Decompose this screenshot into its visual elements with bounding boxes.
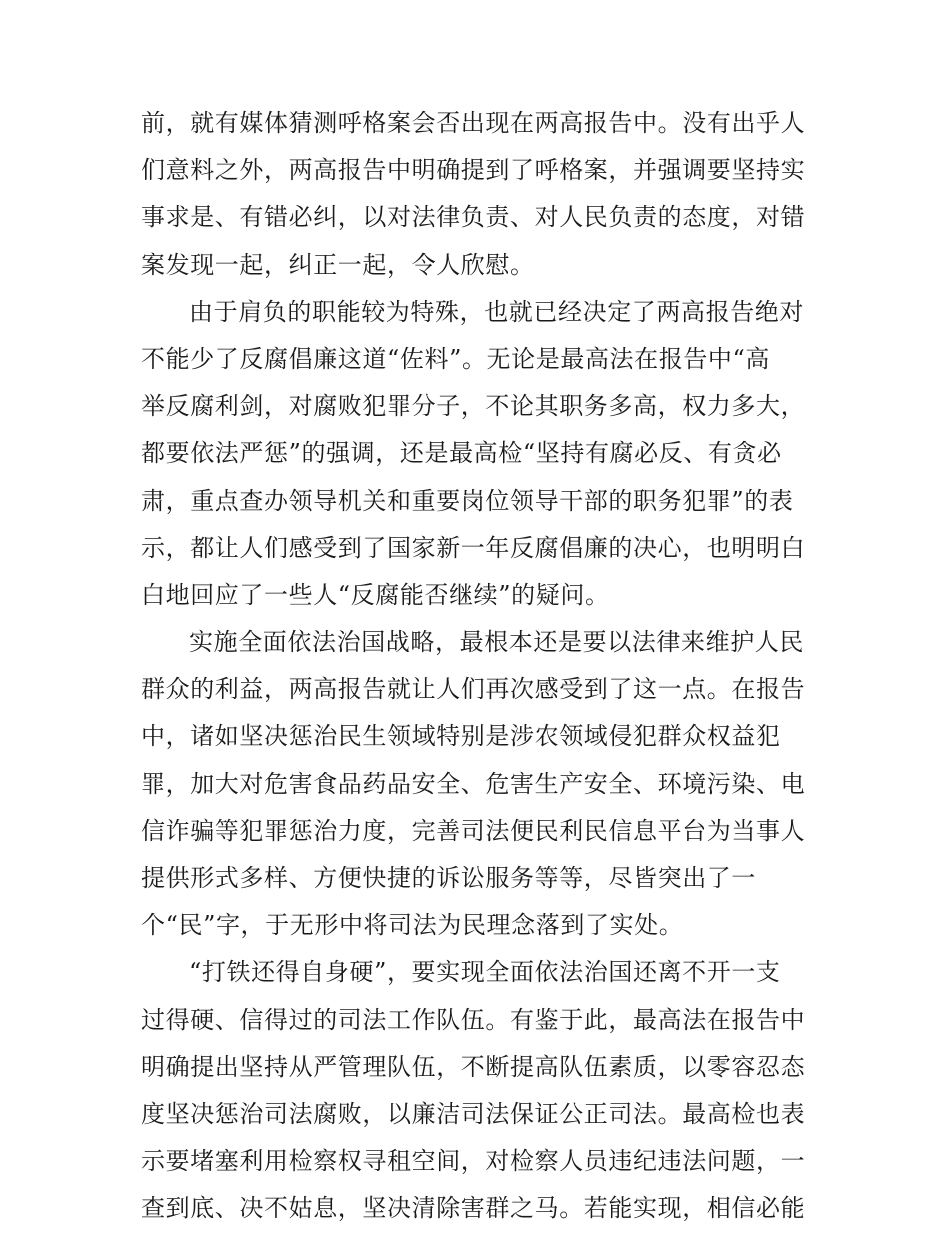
text-line: 事求是、有错必纠，以对法律负责、对人民负责的态度，对错 — [141, 203, 806, 232]
paragraph-first-line: 由于肩负的职能较为特殊，也就已经决定了两高报告绝对 — [189, 297, 804, 326]
text-line: 案发现一起，纠正一起，令人欣慰。 — [141, 250, 535, 279]
text-line: 都要依法严惩”的强调，还是最高检“坚持有腐必反、有贪必 — [141, 439, 782, 468]
text-line: 度坚决惩治司法腐败，以廉洁司法保证公正司法。最高检也表 — [141, 1099, 806, 1128]
text-line: 明确提出坚持从严管理队伍，不断提高队伍素质，以零容忍态 — [141, 1052, 806, 1081]
text-line: 们意料之外，两高报告中明确提到了呼格案，并强调要坚持实 — [141, 156, 806, 185]
paragraph-first-line: 实施全面依法治国战略，最根本还是要以法律来维护人民 — [189, 628, 804, 657]
text-line: 白地回应了一些人“反腐能否继续”的疑问。 — [141, 580, 610, 609]
text-line: 信诈骗等犯罪惩治力度，完善司法便民利民信息平台为当事人 — [141, 816, 806, 845]
paragraph-first-line: “打铁还得自身硬”，要实现全面依法治国还离不开一支 — [189, 958, 781, 987]
text-line: 个“民”字，于无形中将司法为民理念落到了实处。 — [141, 911, 684, 940]
text-line: 查到底、决不姑息，坚决清除害群之马。若能实现，相信必能 — [141, 1194, 806, 1223]
text-line: 示要堵塞利用检察权寻租空间，对检察人员违纪违法问题，一 — [141, 1147, 806, 1176]
text-line: 中，诸如坚决惩治民生领域特别是涉农领域侵犯群众权益犯 — [141, 722, 781, 751]
text-line: 前，就有媒体猜测呼格案会否出现在两高报告中。没有出乎人 — [141, 109, 806, 137]
text-line: 不能少了反腐倡廉这道“佐料”。无论是最高法在报告中“高 — [141, 344, 771, 373]
text-line: 举反腐利剑，对腐败犯罪分子，不论其职务多高，权力多大， — [141, 392, 806, 421]
text-line: 群众的利益，两高报告就让人们再次感受到了这一点。在报告 — [141, 675, 806, 704]
text-line: 提供形式多样、方便快捷的诉讼服务等等，尽皆突出了一 — [141, 864, 756, 892]
article-body — [141, 100, 831, 1233]
text-line: 罪，加大对危害食品药品安全、危害生产安全、环境污染、电 — [141, 769, 806, 798]
text-line: 过得硬、信得过的司法工作队伍。有鉴于此，最高法在报告中 — [141, 1005, 806, 1034]
text-line: 肃，重点查办领导机关和重要岗位领导干部的职务犯罪”的表 — [141, 486, 794, 515]
text-line: 示，都让人们感受到了国家新一年反腐倡廉的决心，也明明白 — [141, 533, 806, 562]
